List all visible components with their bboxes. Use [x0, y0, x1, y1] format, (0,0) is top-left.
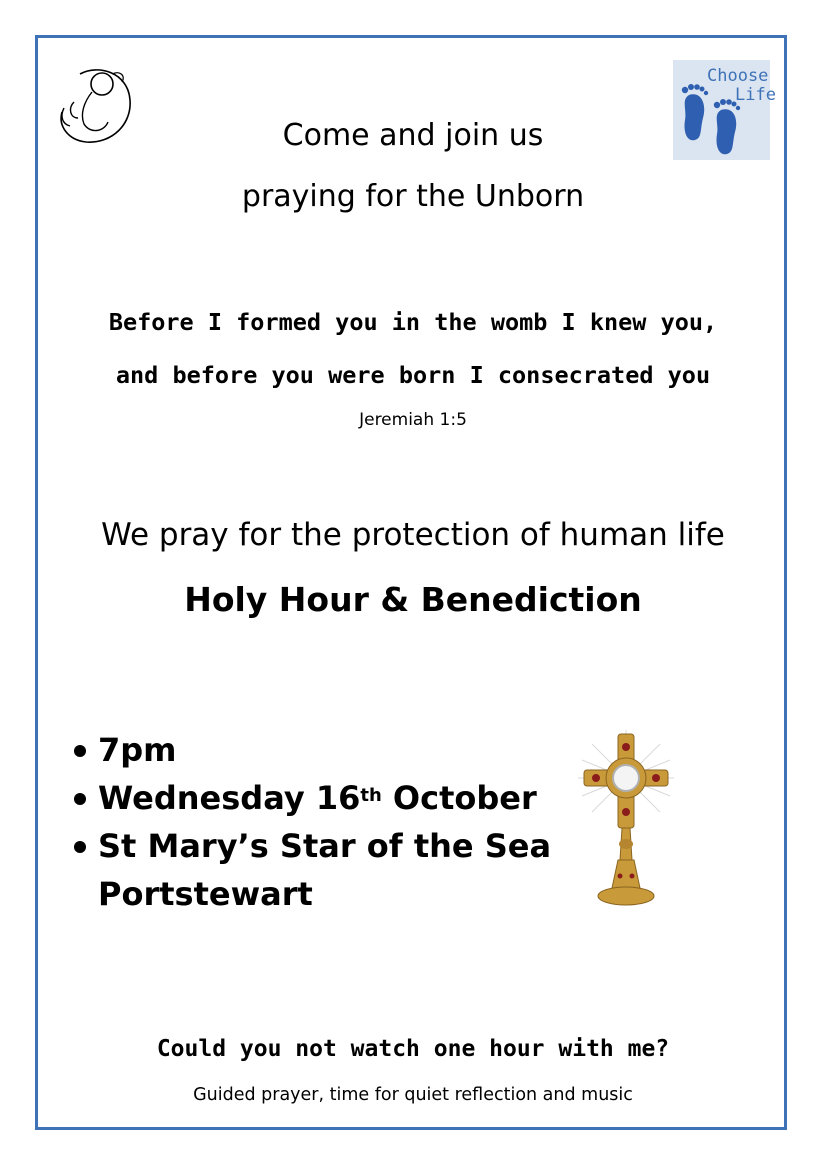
intention-text: We pray for the protection of human life	[101, 517, 725, 553]
heading-line-2: praying for the Unborn	[241, 179, 585, 214]
svg-text:Life: Life	[735, 85, 776, 105]
verse-line-2: and before you were born I consecrated you	[115, 361, 711, 389]
verse-reference: Jeremiah 1:5	[359, 410, 467, 430]
verse-line-1: Before I formed you in the womb I knew you,	[108, 308, 718, 336]
event-town: Portstewart	[98, 875, 313, 913]
monstrance-icon	[560, 730, 690, 910]
event-time: 7pm	[70, 726, 551, 774]
event-title: Holy Hour & Benediction	[184, 580, 642, 619]
question-text: Could you not watch one hour with me?	[156, 1036, 670, 1062]
event-venue: St Mary’s Star of the Sea	[70, 822, 551, 870]
event-details-list	[70, 726, 551, 918]
footer-text: Guided prayer, time for quiet reflection and music	[193, 1085, 633, 1105]
event-date: Wednesday 16th October	[70, 774, 551, 822]
svg-text:Choose: Choose	[707, 66, 769, 86]
heading-line-1: Come and join us	[282, 118, 544, 153]
